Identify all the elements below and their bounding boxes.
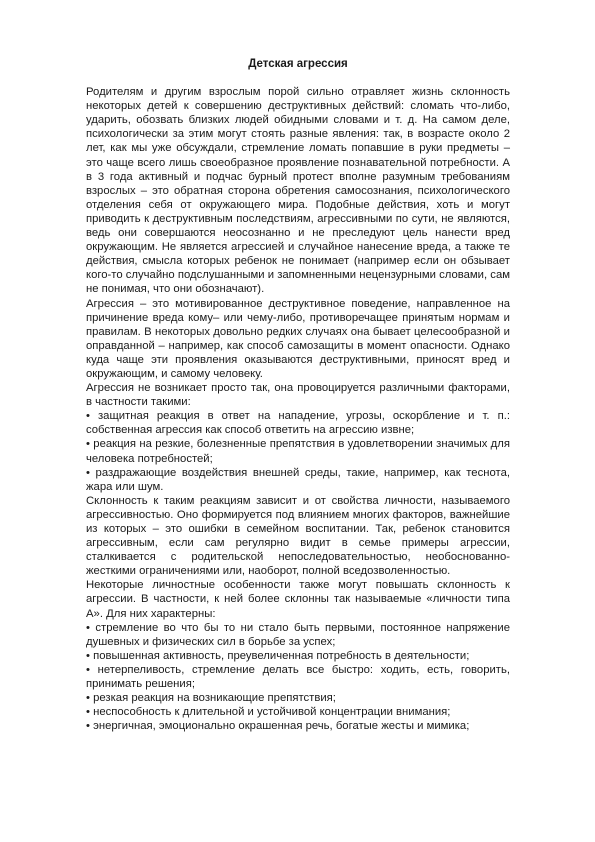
list-item: • неспособность к длительной и устойчивой концентрации внимания;	[86, 706, 451, 719]
list-item: • раздражающие воздействия внешней среды, такие, например, как теснота, жара или шум.	[86, 466, 510, 493]
paragraph: Склонность к таким реакциям зависит и от свойства личности, называемого агрессивностью. Оно формируется под влиянием многих факторов, важнейшие из которых – это ошибки в семейном воспитании. Так, ребенок становится агрессивным, если сам регулярно видит в семье примеры агрессии, сталкивается с родительской непоследовательностью, необоснованно-жесткими ограничениями или, наоборот, полной вседозволенностью.	[86, 494, 510, 578]
document-title: Детская агрессия	[248, 58, 348, 70]
list-item: • защитная реакция в ответ на нападение, угрозы, оскорбление и т. п.: собственная агрессия как способ ответить на агрессию извне;	[86, 410, 510, 437]
list-item: • энергичная, эмоционально окрашенная речь, богатые жесты и мимика;	[86, 720, 470, 733]
paragraph: Агрессия не возникает просто так, она провоцируется различными факторами, в частности такими:	[86, 382, 510, 409]
document-page	[86, 57, 510, 733]
list-item: • стремление во что бы то ни стало быть первыми, постоянное напряжение душевных и физических сил в борьбе за успех;	[86, 621, 510, 648]
paragraph: Родителям и другим взрослым порой сильно отравляет жизнь склонность некоторых детей к совершению деструктивных действий: сломать что-либо, ударить, обозвать близких людей обидными словами и т. д. На самом деле, психологически за этим могут стоять разные явления: так, в возрасте около 2 лет, как мы уже обсуждали, стремление ломать попавшие в руки предметы – это чаще всего лишь своеобразное проявление познавательной потребности. А в 3 года активный и подчас бурный протест вполне разумным требованиям взрослых – это обратная сторона обретения самосознания, психологического отделения себя от окружающего мира. Подобные действия, хоть и могут приводить к деструктивным последствиям, агрессивными по сути, не являются, ведь они совершаются неосознанно и не преследуют цель нанести вред окружающим. Не является агрессией и случайное нанесение вреда, а также те действия, смысла которых ребенок не понимает (например если он обзывает кого-то случайно подслушанными и запомненными нецензурными словами, сам не понимая, что они обозначают).	[86, 86, 510, 296]
list-item: • нетерпеливость, стремление делать все быстро: ходить, есть, говорить, принимать решения;	[86, 663, 510, 691]
list-item: • реакция на резкие, болезненные препятствия в удовлетворении значимых для человека потребностей;	[86, 438, 510, 465]
paragraph: Некоторые личностные особенности также могут повышать склонность к агрессии. В частности, к ней более склонны так называемые «личности типа А». Для них характерны:	[86, 579, 510, 620]
list-item: • повышенная активность, преувеличенная потребность в деятельности;	[86, 649, 470, 662]
list-item: • резкая реакция на возникающие препятствия;	[86, 692, 336, 705]
paragraph: Агрессия – это мотивированное деструктивное поведение, направленное на причинение вреда кому– или чему-либо, противоречащее принятым нормам и правилам. В некоторых довольно редких случаях она бывает целесообразной и оправданной – например, как способ самозащиты в момент опасности. Однако куда чаще эти проявления оказываются деструктивными, приносят вред и окружающим, и самому человеку.	[86, 297, 510, 380]
